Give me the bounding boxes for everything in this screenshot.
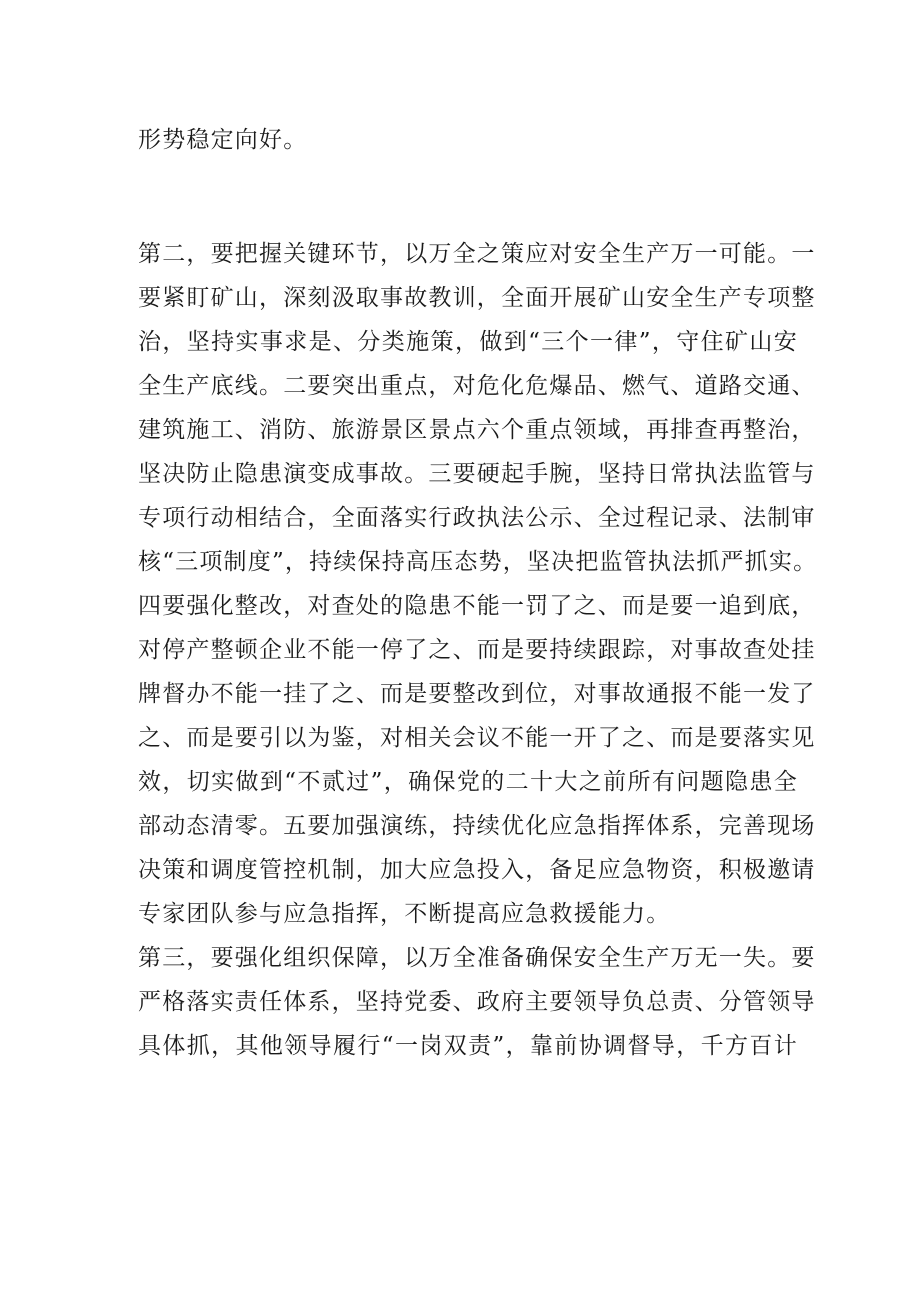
- text-line-13: 之、而是要引以为鉴，对相关会议不能一开了之、而是要落实见: [138, 725, 816, 751]
- text-line-17: 专家团队参与应急指挥，不断提高应急救援能力。: [138, 901, 671, 927]
- text-line-1: 形势稳定向好。: [138, 127, 308, 153]
- text-line-16: 决策和调度管控机制，加大应急投入，备足应急物资，积极邀请: [138, 857, 816, 883]
- text-line-11: 对停产整顿企业不能一停了之、而是要持续跟踪，对事故查处挂: [138, 637, 816, 663]
- text-line-7: 坚决防止隐患演变成事故。三要硬起手腕，坚持日常执法监管与: [138, 461, 816, 487]
- text-line-3: 要紧盯矿山，深刻汲取事故教训，全面开展矿山安全生产专项整: [138, 285, 816, 311]
- text-line-10: 四要强化整改，对查处的隐患不能一罚了之、而是要一追到底，: [138, 593, 816, 619]
- text-line-6: 建筑施工、消防、旅游景区景点六个重点领域，再排查再整治，: [138, 417, 816, 443]
- text-line-4: 治，坚持实事求是、分类施策，做到“三个一律”，守住矿山安: [138, 329, 798, 355]
- text-line-5: 全生产底线。二要突出重点，对危化危爆品、燃气、道路交通、: [138, 373, 816, 399]
- text-line-2: 第二，要把握关键环节，以万全之策应对安全生产万一可能。一: [138, 241, 816, 267]
- text-line-19: 严格落实责任体系，坚持党委、政府主要领导负总责、分管领导: [138, 989, 816, 1015]
- text-line-18: 第三，要强化组织保障，以万全准备确保安全生产万无一失。要: [138, 945, 816, 971]
- text-line-12: 牌督办不能一挂了之、而是要整改到位，对事故通报不能一发了: [138, 681, 816, 707]
- text-line-14: 效，切实做到“不贰过”，确保党的二十大之前所有问题隐患全: [138, 769, 798, 795]
- text-line-9: 核“三项制度”，持续保持高压态势，坚决把监管执法抓严抓实。: [138, 549, 818, 575]
- text-line-15: 部动态清零。五要加强演练，持续优化应急指挥体系，完善现场: [138, 813, 816, 839]
- text-line-20: 具体抓，其他领导履行“一岗双责”，靠前协调督导，千方百计: [138, 1033, 798, 1059]
- text-line-8: 专项行动相结合，全面落实行政执法公示、全过程记录、法制审: [138, 505, 816, 531]
